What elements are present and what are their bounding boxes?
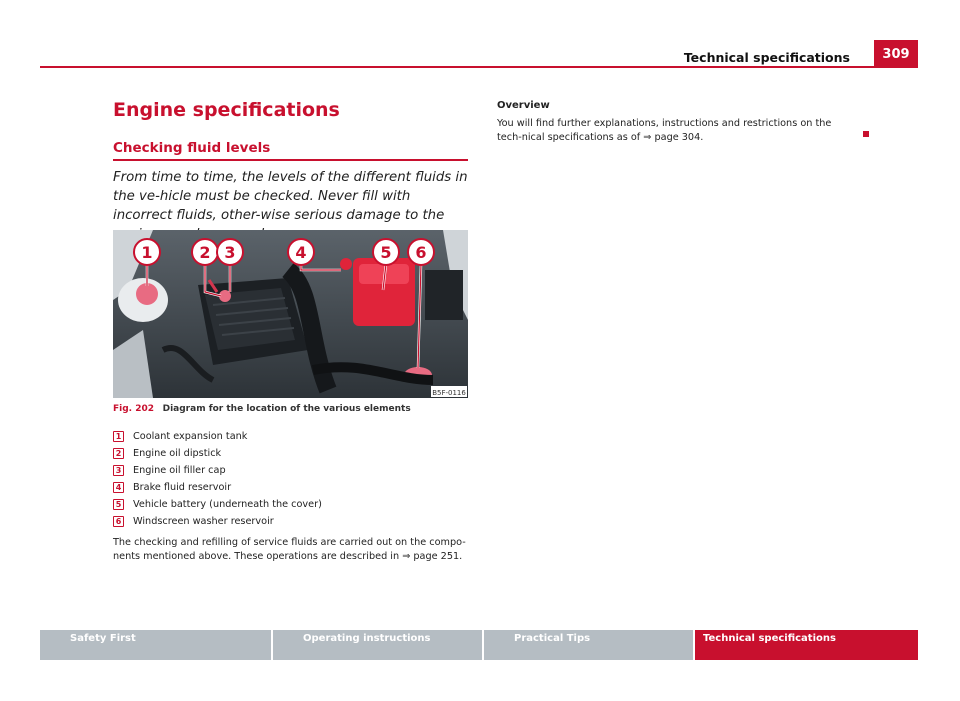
engine-bay-figure: [113, 230, 468, 398]
legend-item: [113, 513, 468, 530]
callout-6: [408, 239, 434, 265]
figure-caption-label: Fig. 202: [113, 404, 155, 414]
callout-4: [288, 239, 314, 265]
legend-list: [113, 428, 468, 530]
header-title: Technical specifications: [683, 50, 850, 65]
tab-safety-first[interactable]: Safety First: [40, 630, 271, 660]
tab-technical-specifications[interactable]: Technical specifications: [695, 630, 918, 660]
legend-number-badge: 5: [113, 499, 124, 510]
legend-text: Windscreen washer reservoir: [133, 516, 274, 527]
legend-text: Engine oil filler cap: [133, 465, 226, 476]
overview-heading: Overview: [497, 100, 550, 111]
callout-1: [134, 239, 160, 265]
subsection-title: Checking fluid levels: [113, 140, 271, 156]
figure-caption: [113, 404, 411, 414]
callout-4-label: 4: [295, 243, 307, 262]
legend-number-badge: 6: [113, 516, 124, 527]
legend-item: [113, 445, 468, 462]
overview-text: You will find further explanations, instructions and restrictions on the tech-nical specifications as of ⇒ page 304.: [497, 118, 832, 143]
tab-practical-tips[interactable]: Practical Tips: [484, 630, 693, 660]
footer-tabs: [40, 630, 918, 660]
engine-bay-illustration: [113, 230, 468, 398]
callout-3: [217, 239, 243, 265]
callout-2: [192, 239, 218, 265]
subsection-rule: [113, 159, 468, 161]
header-rule: [40, 66, 874, 68]
callout-2-label: 2: [199, 243, 211, 262]
legend-number-badge: 3: [113, 465, 124, 476]
legend-number-badge: 1: [113, 431, 124, 442]
callout-5-label: 5: [380, 243, 392, 262]
callout-1-label: 1: [141, 243, 153, 262]
legend-text: Coolant expansion tank: [133, 431, 248, 442]
legend-item: [113, 496, 468, 513]
legend-item: [113, 479, 468, 496]
legend-item: [113, 428, 468, 445]
page-number: 309: [874, 40, 918, 68]
figure-caption-text: Diagram for the location of the various elements: [162, 404, 411, 414]
intro-paragraph: From time to time, the levels of the different fluids in the ve-hicle must be checked. Never fill with incorrect fluids, other-wise serious damage to the: [113, 170, 468, 223]
callout-3-label: 3: [224, 243, 236, 262]
legend-number-badge: 4: [113, 482, 124, 493]
section-title: Engine specifications: [113, 99, 340, 121]
section-end-marker: [863, 131, 869, 137]
legend-number-badge: 2: [113, 448, 124, 459]
legend-text: Engine oil dipstick: [133, 448, 222, 459]
tab-operating-instructions[interactable]: Operating instructions: [273, 630, 482, 660]
callout-6-label: 6: [415, 243, 427, 262]
body-paragraph: The checking and refilling of service fluids are carried out on the compo-nents mentioned above. These operations are described in ⇒ page 251.: [113, 537, 466, 562]
callout-5: [373, 239, 399, 265]
legend-item: [113, 462, 468, 479]
legend-text: Brake fluid reservoir: [133, 482, 232, 493]
figure-code: B5F-0116: [432, 389, 466, 397]
legend-text: Vehicle battery (underneath the cover): [133, 499, 322, 510]
